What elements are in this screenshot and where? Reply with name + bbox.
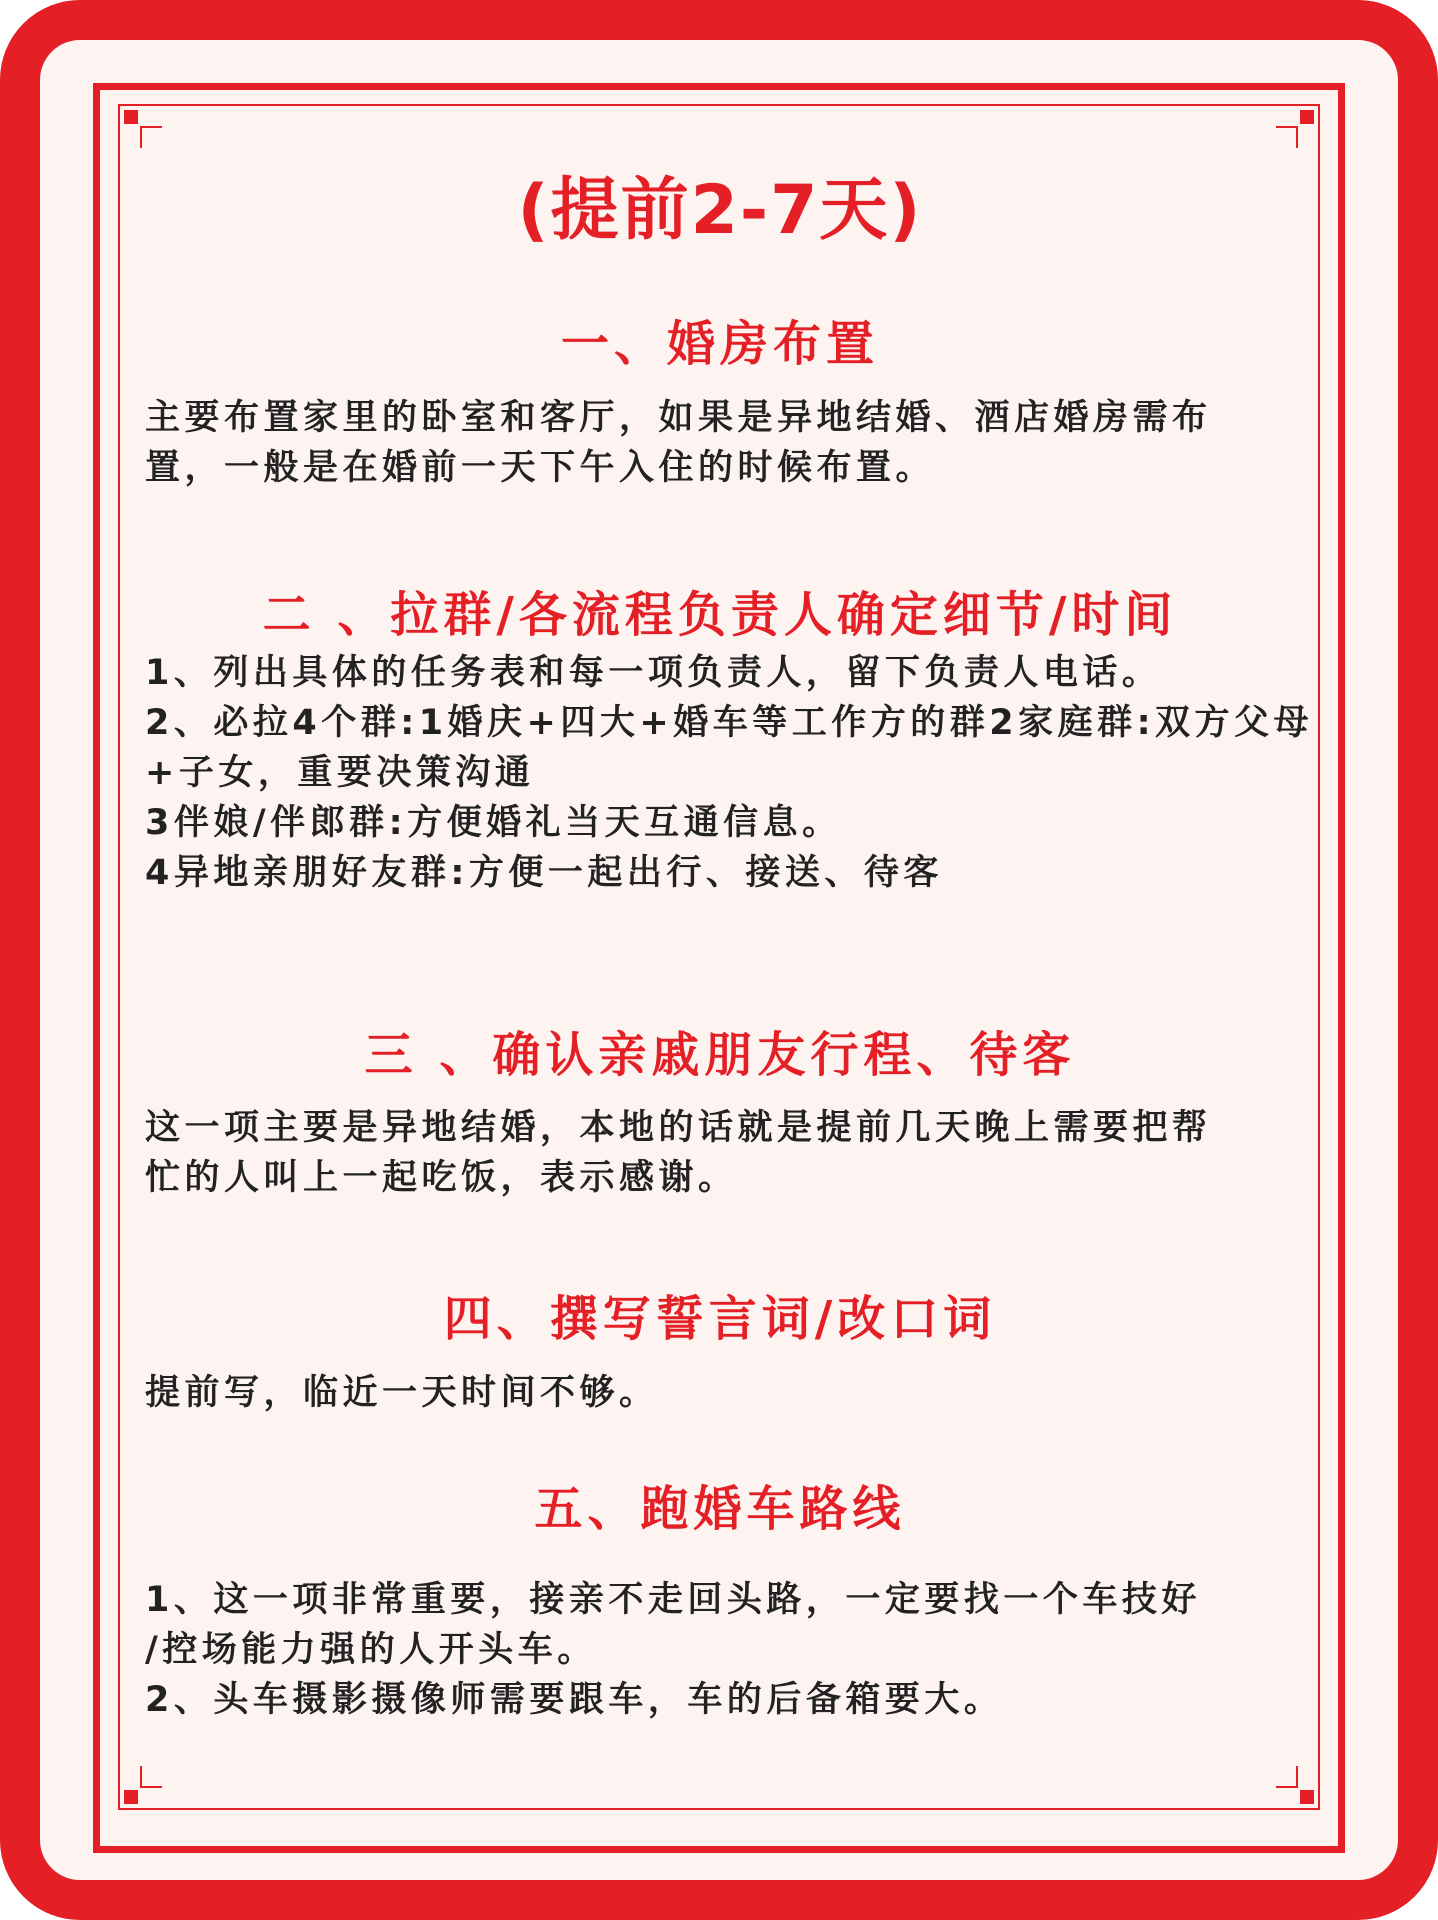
section-5-line-1: 1、这一项非常重要，接亲不走回头路，一定要找一个车技好: [145, 1580, 1201, 1620]
section-3-line-2: 忙的人叫上一起吃饭，表示感谢。: [145, 1158, 738, 1198]
section-2-line-3: +子女，重要决策沟通: [145, 753, 535, 793]
section-5-line-3: 2、头车摄影摄像师需要跟车，车的后备箱要大。: [145, 1680, 1004, 1720]
section-1-heading: 一、婚房布置: [560, 316, 879, 372]
corner-ornament-bottom-left: [124, 1790, 138, 1804]
corner-ornament-top-left: [124, 110, 138, 124]
section-1-line-1: 主要布置家里的卧室和客厅，如果是异地结婚、酒店婚房需布: [145, 398, 1212, 438]
corner-bracket-bottom-right: [1276, 1766, 1298, 1788]
section-4-heading: 四、撰写誓言词/改口词: [443, 1291, 997, 1347]
section-5-heading: 五、跑婚车路线: [534, 1481, 906, 1537]
corner-bracket-top-left: [140, 126, 162, 148]
page-title: (提前2-7天): [517, 171, 923, 250]
corner-ornament-top-right: [1300, 110, 1314, 124]
section-1-line-2: 置，一般是在婚前一天下午入住的时候布置。: [145, 448, 936, 488]
section-2-line-2: 2、必拉4个群:1婚庆+四大+婚车等工作方的群2家庭群:双方父母: [145, 703, 1314, 743]
section-3-heading: 三 、确认亲戚朋友行程、待客: [364, 1027, 1076, 1083]
corner-bracket-top-right: [1276, 126, 1298, 148]
section-4-line-1: 提前写，临近一天时间不够。: [145, 1373, 659, 1413]
section-2-line-5: 4异地亲朋好友群:方便一起出行、接送、待客: [145, 853, 943, 893]
corner-bracket-bottom-left: [140, 1766, 162, 1788]
corner-ornament-bottom-right: [1300, 1790, 1314, 1804]
section-2-line-1: 1、列出具体的任务表和每一项负责人，留下负责人电话。: [145, 653, 1162, 693]
section-5-line-2: /控场能力强的人开头车。: [145, 1630, 597, 1670]
section-2-heading: 二 、拉群/各流程负责人确定细节/时间: [262, 587, 1178, 643]
section-2-line-4: 3伴娘/伴郎群:方便婚礼当天互通信息。: [145, 803, 842, 843]
section-3-line-1: 这一项主要是异地结婚，本地的话就是提前几天晚上需要把帮: [145, 1108, 1212, 1148]
